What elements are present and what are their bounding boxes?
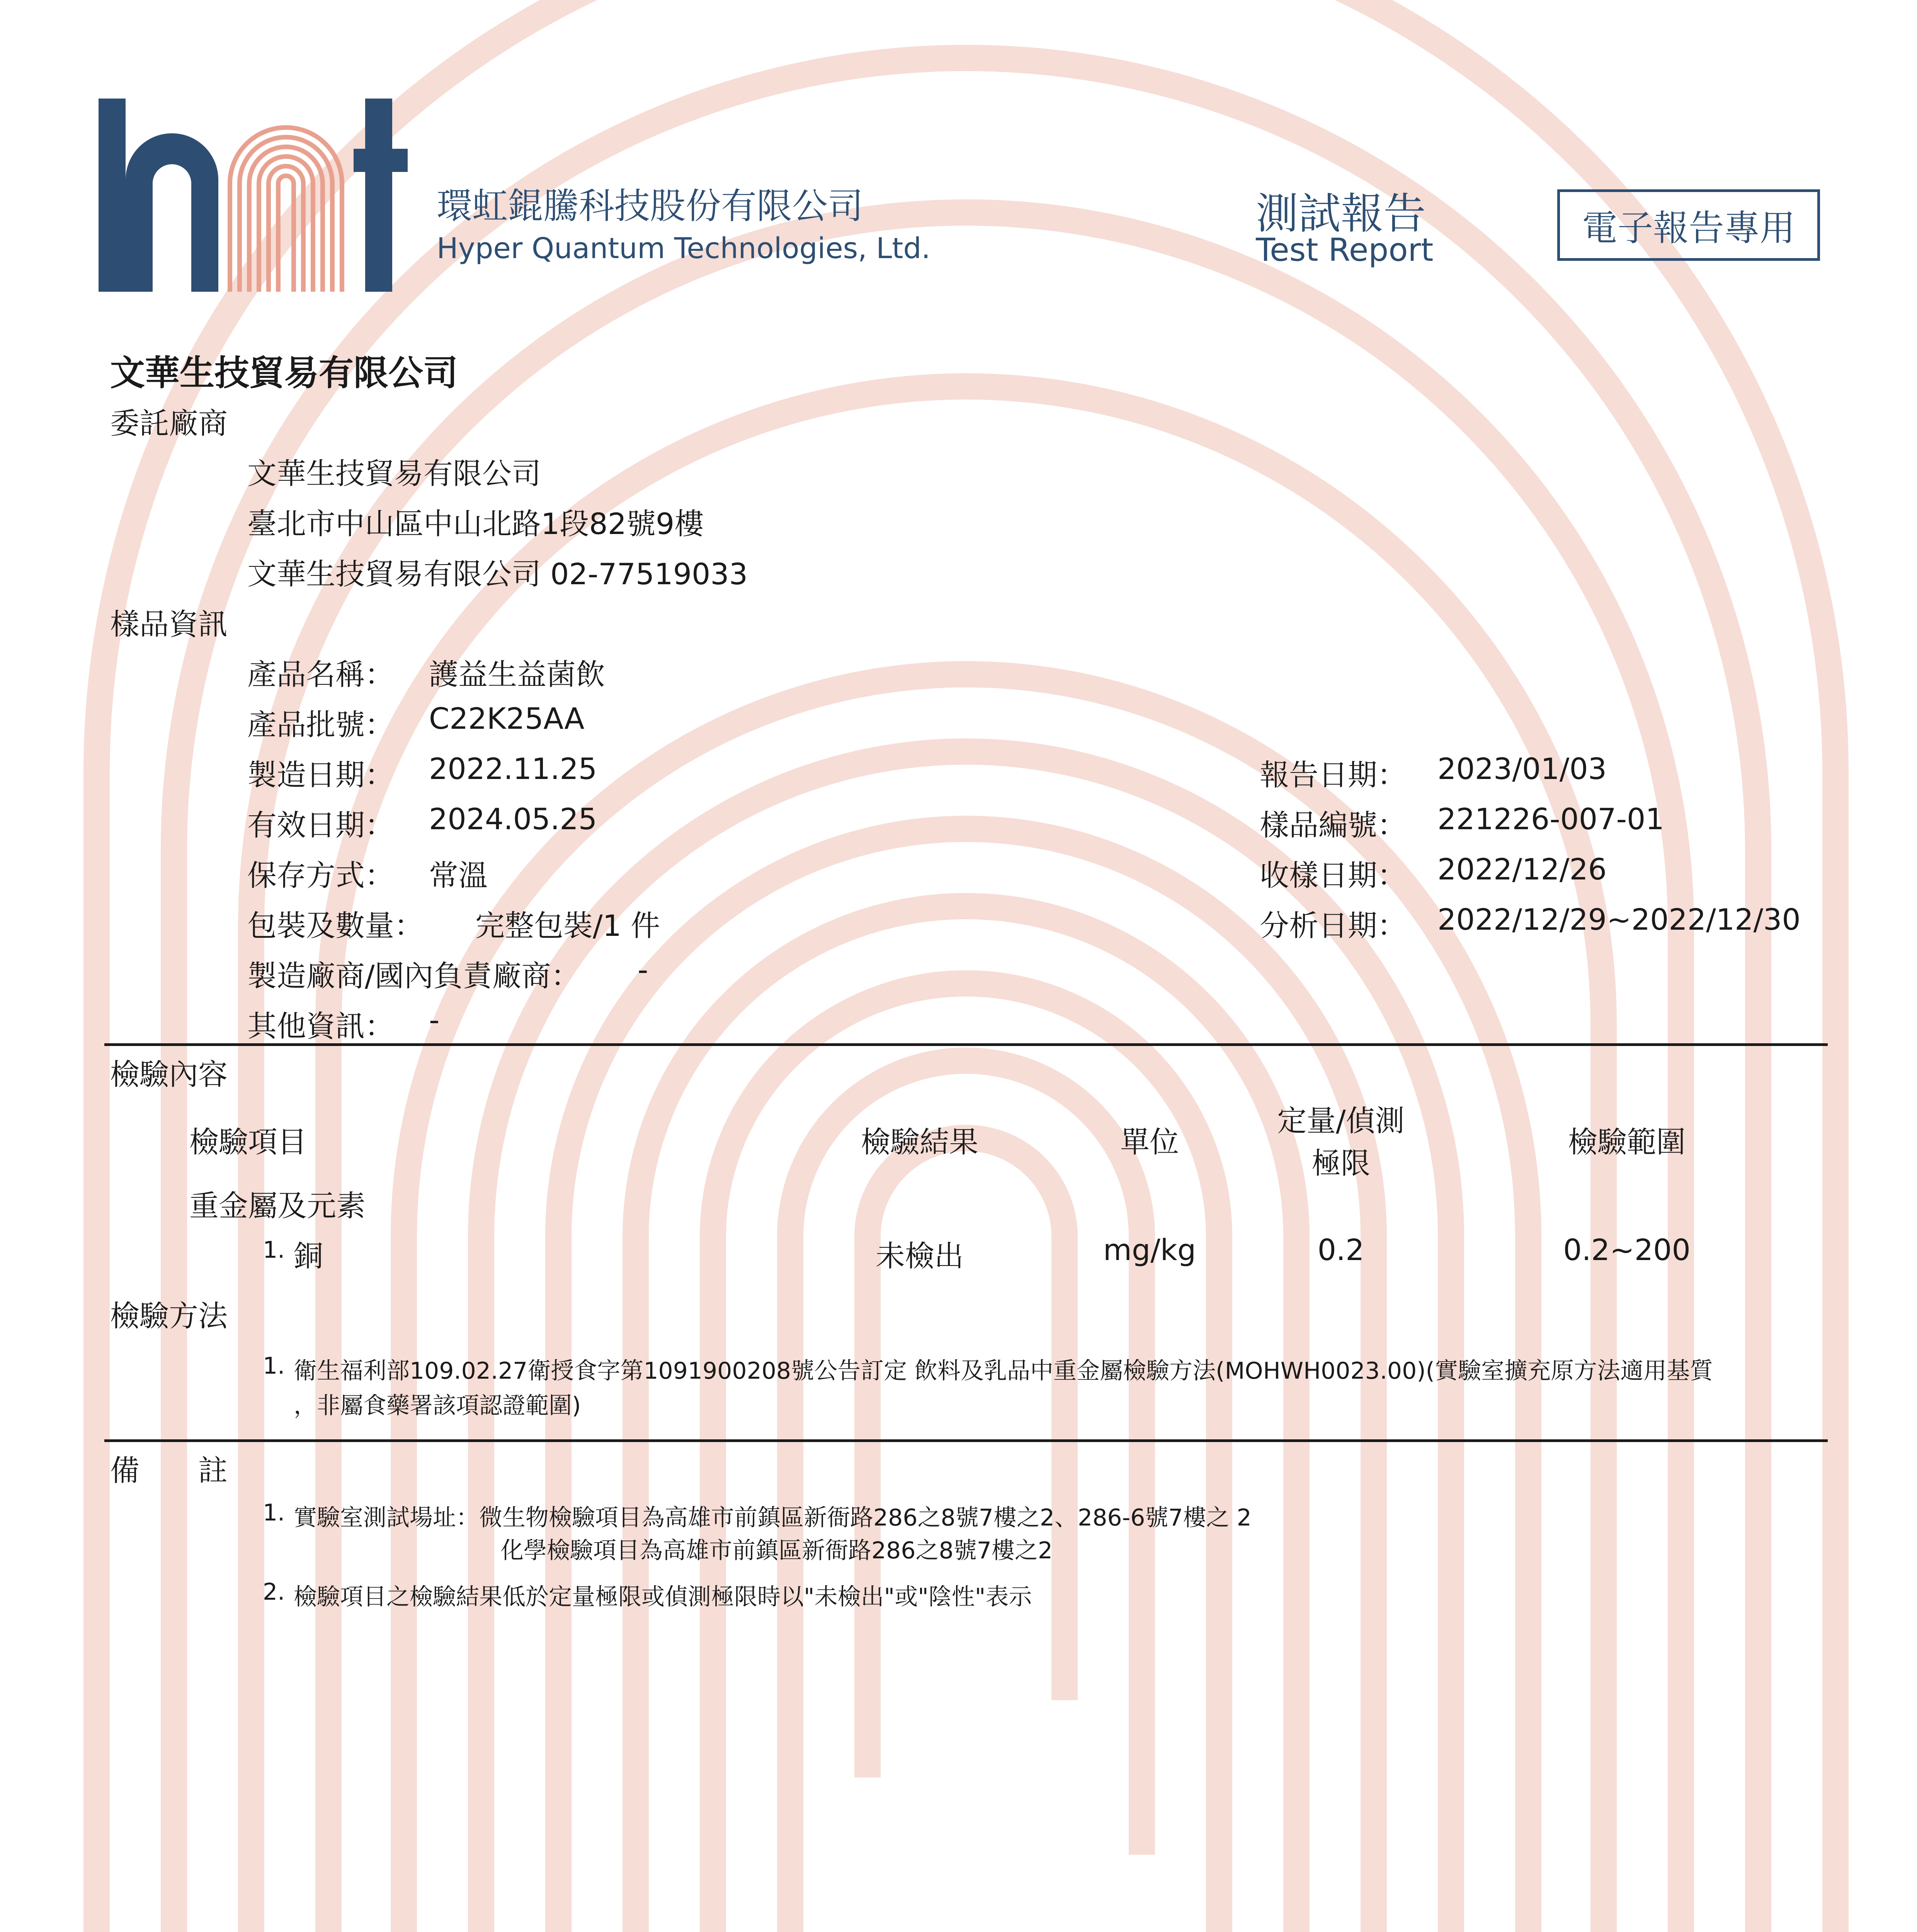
method-number: 1. [263, 1352, 285, 1379]
company-name-en: Hyper Quantum Technologies, Ltd. [437, 232, 930, 265]
manufacturer-value: - [638, 952, 648, 987]
row-unit: mg/kg [1103, 1233, 1196, 1267]
mfg-date-value: 2022.11.25 [429, 752, 597, 786]
method-text-line1: 衛生福利部109.02.27衛授食字第1091900208號公告訂定 飲料及乳品中重金屬檢驗方法(MOHWH0023.00)(實驗室擴充原方法適用基質 [294, 1357, 1713, 1384]
batch-value: C22K25AA [429, 701, 585, 736]
exp-date-value: 2024.05.25 [429, 802, 597, 836]
col-limit-header-line1: 定量/偵測 [1277, 1104, 1405, 1138]
mfg-date-label: 製造日期： [247, 758, 394, 792]
sample-no-value: 221226-007-01 [1437, 802, 1664, 836]
row-limit: 0.2 [1317, 1233, 1364, 1267]
method-section-label: 檢驗方法 [110, 1299, 228, 1333]
package-label: 包裝及數量： [247, 908, 424, 943]
remark-number-1: 1. [263, 1499, 285, 1526]
col-range-header: 檢驗範圍 [1568, 1125, 1686, 1159]
analysis-date-value: 2022/12/29~2022/12/30 [1437, 902, 1801, 937]
row-item: 銅 [294, 1239, 323, 1273]
remark-1-line2: 化學檢驗項目為高雄市前鎮區新衙路286之8號7樓之2 [500, 1537, 1053, 1564]
remark-number-2: 2. [263, 1578, 285, 1605]
row-number: 1. [263, 1236, 285, 1264]
col-item-header: 檢驗項目 [189, 1125, 307, 1159]
electronic-only-badge: 電子報告專用 [1557, 189, 1820, 261]
product-name-value: 護益生益菌飲 [429, 657, 605, 692]
package-value: 完整包裝/1 件 [475, 908, 660, 943]
col-unit-header: 單位 [1120, 1125, 1179, 1159]
remark-1-line1: 實驗室測試場址：微生物檢驗項目為高雄市前鎮區新衙路286之8號7樓之2、286-6號7樓之 2 [294, 1504, 1252, 1531]
sample-section-label: 樣品資訊 [110, 607, 228, 641]
test-section-label: 檢驗內容 [110, 1057, 228, 1092]
company-name-zh: 環虹錕騰科技股份有限公司 [437, 185, 864, 227]
remarks-section-label: 備 註 [110, 1453, 228, 1488]
divider [104, 1439, 1828, 1442]
manufacturer-label: 製造廠商/國內負責廠商： [247, 959, 580, 993]
divider [104, 1043, 1828, 1046]
client-contact: 文華生技貿易有限公司 02-77519033 [247, 557, 748, 591]
col-result-header: 檢驗結果 [861, 1125, 978, 1159]
report-title-en: Test Report [1256, 232, 1434, 269]
sample-no-label: 樣品編號： [1260, 808, 1407, 842]
batch-label: 產品批號： [247, 707, 394, 742]
method-text-line2: ，非屬食藥署該項認證範圍) [294, 1392, 581, 1419]
other-info-label: 其他資訊： [247, 1009, 394, 1043]
client-title: 文華生技貿易有限公司 [110, 353, 458, 393]
report-date-value: 2023/01/03 [1437, 752, 1607, 786]
test-group-label: 重金屬及元素 [189, 1189, 366, 1223]
hqt-logo-icon [99, 99, 415, 299]
product-name-label: 產品名稱： [247, 657, 394, 692]
report-title-zh: 測試報告 [1256, 189, 1426, 238]
other-info-value: - [429, 1003, 440, 1037]
client-section-label: 委託廠商 [110, 406, 228, 440]
client-name: 文華生技貿易有限公司 [247, 456, 541, 491]
storage-value: 常溫 [429, 858, 488, 893]
remark-2-text: 檢驗項目之檢驗結果低於定量極限或偵測極限時以"未檢出"或"陰性"表示 [294, 1583, 1032, 1611]
report-date-label: 報告日期： [1260, 758, 1407, 792]
storage-label: 保存方式： [247, 858, 394, 893]
row-range: 0.2~200 [1563, 1233, 1691, 1267]
client-address: 臺北市中山區中山北路1段82號9樓 [247, 507, 704, 541]
analysis-date-label: 分析日期： [1260, 908, 1407, 943]
row-result: 未檢出 [876, 1239, 964, 1273]
col-limit-header-line2: 極限 [1311, 1146, 1370, 1180]
exp-date-label: 有效日期： [247, 808, 394, 842]
received-date-value: 2022/12/26 [1437, 852, 1607, 886]
received-date-label: 收樣日期： [1260, 858, 1407, 893]
